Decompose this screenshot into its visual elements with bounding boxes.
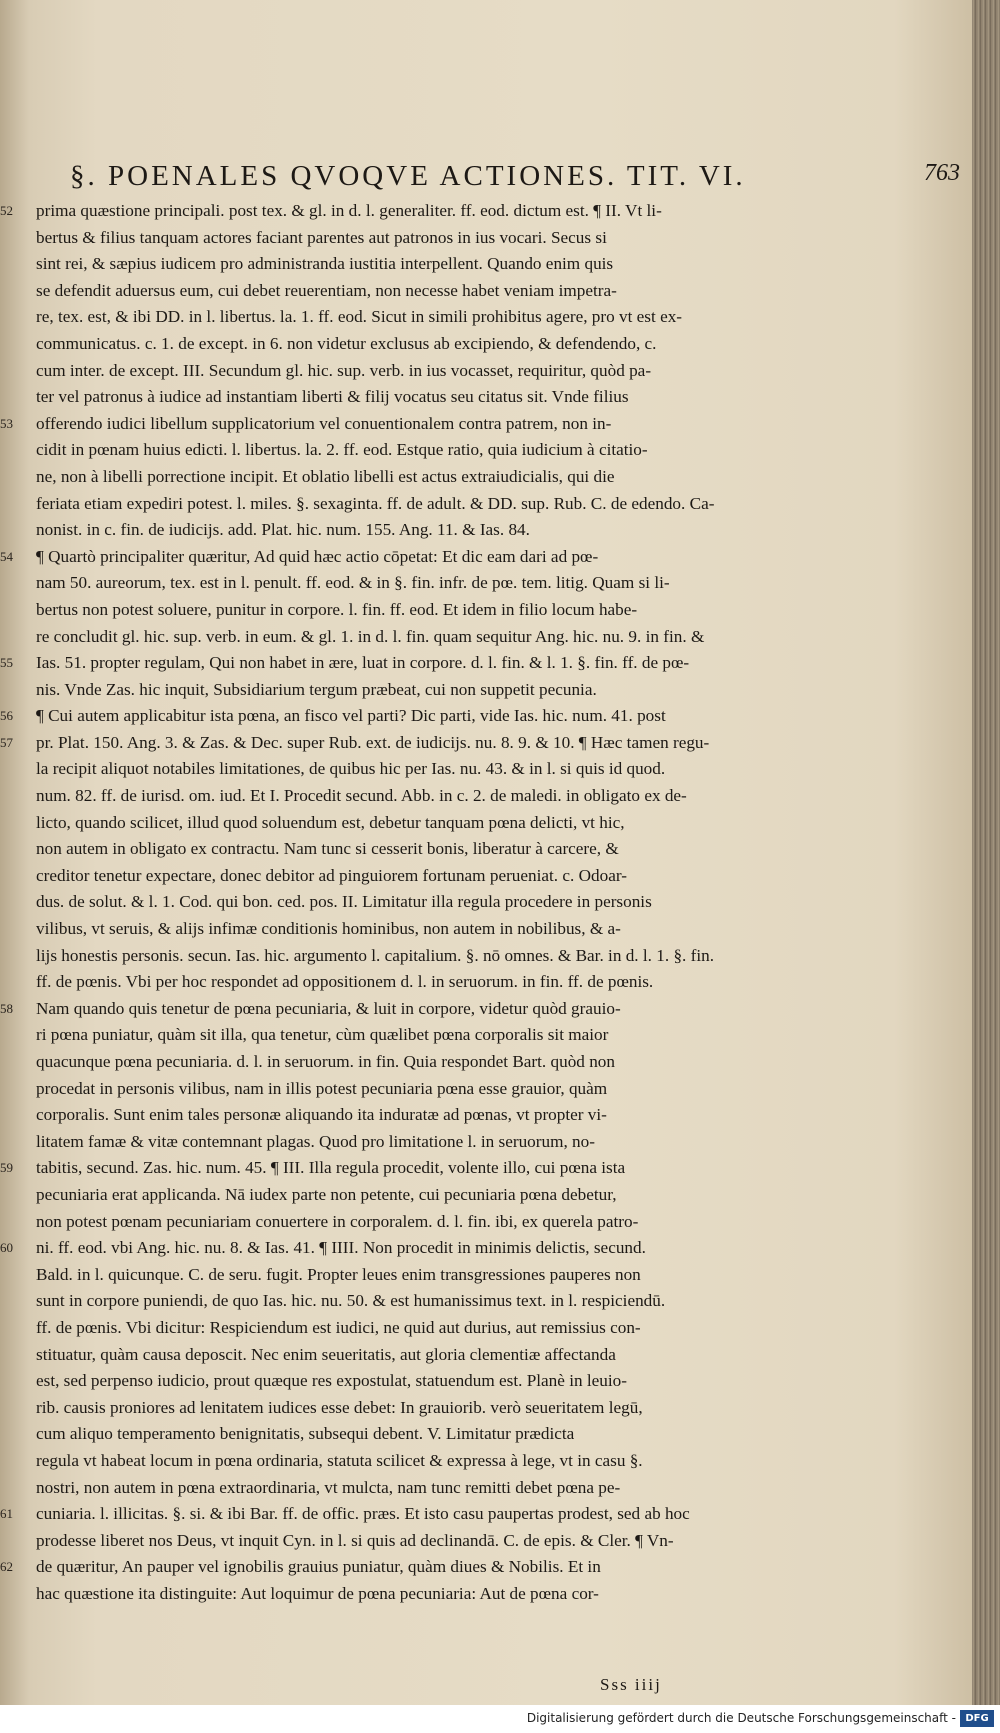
margin-number: 57	[0, 734, 13, 750]
text-line	[0, 1155, 906, 1182]
page-number: 763	[924, 160, 960, 186]
line-text: corporalis. Sunt enim tales personæ aliquando ita induratæ ad pœnas, vt propter vi-	[36, 1105, 607, 1125]
text-line	[36, 331, 906, 358]
line-text: la recipit aliquot notabiles limitationes, de quibus hic per Ias. nu. 43. & in l. si quis id quod.	[36, 759, 666, 779]
line-text: dus. de solut. & l. 1. Cod. qui bon. ced. pos. II. Limitatur illa regula procedere in personis	[36, 892, 652, 912]
text-line	[36, 1421, 906, 1448]
text-line	[36, 464, 906, 491]
margin-number: 53	[0, 415, 13, 431]
margin-number: 54	[0, 548, 13, 564]
page-edge	[972, 0, 1000, 1705]
line-text: ff. de pœnis. Vbi dicitur: Respiciendum est iudici, ne quid aut durius, aut remissius con-	[36, 1317, 641, 1337]
margin-number: 52	[0, 203, 13, 218]
text-line	[36, 437, 906, 464]
line-text: quacunque pœna pecuniaria. d. l. in seruorum. in fin. Quia respondet Bart. quòd non	[36, 1052, 615, 1071]
text-line	[36, 1022, 906, 1049]
line-text: ter vel patronus à iudice ad instantiam liberti & filij vocatus seu citatus sit. Vnde filius	[36, 387, 629, 407]
line-text: offerendo iudici libellum supplicatorium vel conuentionalem contra patrem, non in-	[36, 413, 612, 433]
line-text: procedat in personis vilibus, nam in illis potest pecuniaria pœna esse grauior, quàm	[36, 1078, 608, 1098]
text-line	[36, 517, 906, 544]
text-line	[0, 1501, 906, 1528]
line-text: sint rei, & sæpius iudicem pro administranda iustitia interpellent. Quando enim quis	[36, 254, 614, 274]
line-text: cuniaria. l. illicitas. §. si. & ibi Bar. ff. de offic. præs. Et isto casu paupertas prodest, sed ab hoc	[36, 1504, 690, 1524]
text-line	[36, 1395, 906, 1422]
line-text: licto, quando scilicet, illud quod soluendum est, debetur tanquam pœna delicti, vt hic,	[36, 812, 625, 832]
text-line	[36, 1342, 906, 1369]
line-text: vilibus, vt seruis, & alijs infimæ conditionis hominibus, non autem in nobilibus, & a-	[36, 919, 621, 939]
line-text: nam 50. aureorum, tex. est in l. penult. ff. eod. & in §. fin. infr. de pœ. tem. litig. Quam si li-	[36, 573, 670, 593]
text-line	[36, 810, 906, 837]
text-line	[36, 304, 906, 331]
line-text: rib. causis proniores ad lenitatem iudices esse debet: In grauiorib. verò seueritatem legū,	[36, 1397, 643, 1417]
text-line	[36, 783, 906, 810]
running-head: §. POENALES QVOQVE ACTIONES. TIT. VI.	[70, 160, 746, 192]
line-text: cidit in pœnam huius edicti. l. libertus. la. 2. ff. eod. Estque ratio, quia iudicium à citatio-	[36, 440, 648, 460]
line-text: se defendit aduersus eum, cui debet reuerentiam, non necesse habet veniam impetra-	[36, 280, 617, 300]
margin-number: 58	[0, 1000, 13, 1016]
line-text: ri pœna puniatur, quàm sit illa, qua tenetur, cùm quælibet pœna corporalis sit maior	[36, 1025, 609, 1045]
margin-number: 60	[0, 1240, 13, 1256]
text-line	[36, 863, 906, 890]
line-text: Bald. in l. quicunque. C. de seru. fugit. Propter leues enim transgressiones pauperes non	[36, 1264, 641, 1284]
text-line	[36, 1262, 906, 1289]
line-text: nis. Vnde Zas. hic inquit, Subsidiarium tergum præbeat, cui non suppetit pecunia.	[36, 679, 597, 699]
text-line	[36, 677, 906, 704]
text-line	[0, 1235, 906, 1262]
text-line	[36, 943, 906, 970]
line-text: communicatus. c. 1. de except. in 6. non videtur exclusus ab excipiendo, & defendendo, c.	[36, 333, 657, 353]
line-text: non autem in obligato ex contractu. Nam tunc si cesserit bonis, liberatur à carcere, &	[36, 839, 619, 859]
text-line	[36, 1315, 906, 1342]
text-line	[36, 1581, 906, 1608]
text-line	[36, 358, 906, 385]
text-line	[36, 969, 906, 996]
text-line	[0, 198, 906, 225]
text-line	[36, 1182, 906, 1209]
line-text: sunt in corpore puniendi, de quo Ias. hic. nu. 50. & est humanissimus text. in l. respiciendū.	[36, 1291, 666, 1311]
text-line	[36, 225, 906, 252]
line-text: hac quæstione ita distinguite: Aut loquimur de pœna pecuniaria: Aut de pœna cor-	[36, 1583, 599, 1603]
text-line	[36, 1475, 906, 1502]
line-text: litatem famæ & vitæ contemnant plagas. Quod pro limitatione l. in seruorum, no-	[36, 1131, 595, 1151]
text-line	[36, 597, 906, 624]
dfg-logo: DFG	[960, 1710, 994, 1727]
margin-number: 55	[0, 655, 13, 671]
line-text: ne, non à libelli porrectione incipit. Et oblatio libelli est actus extraiudicialis, qui die	[36, 466, 615, 486]
line-text: Nam quando quis tenetur de pœna pecuniaria, & luit in corpore, videtur quòd grauio-	[36, 998, 621, 1018]
text-line	[36, 491, 906, 518]
line-text: Ias. 51. propter regulam, Qui non habet in ære, luat in corpore. d. l. fin. & l. 1. §. fin. ff. de pœ-	[36, 653, 690, 673]
text-line	[0, 703, 906, 730]
line-text: est, sed perpenso iudicio, prout quæque res expostulat, statuendum est. Planè in leuio-	[36, 1371, 627, 1391]
line-text: stituatur, quàm causa deposcit. Nec enim seueritatis, aut gloria clementiæ affectanda	[36, 1344, 616, 1364]
text-line	[36, 570, 906, 597]
line-text: pecuniaria erat applicanda. Nā iudex parte non petente, cui pecuniaria pœna debetur,	[36, 1184, 617, 1204]
margin-number: 61	[0, 1506, 13, 1522]
margin-number: 59	[0, 1160, 13, 1176]
line-text: ¶ Quartò principaliter quæritur, Ad quid hæc actio cōpetat: Et dic eam dari ad pœ-	[36, 546, 599, 566]
text-line	[36, 278, 906, 305]
text-line	[36, 756, 906, 783]
line-text: bertus & filius tanquam actores faciant parentes aut patronos in ius vocari. Secus si	[36, 227, 607, 247]
text-line	[0, 730, 906, 757]
margin-number: 62	[0, 1559, 13, 1575]
text-line	[36, 384, 906, 411]
line-text: ff. de pœnis. Vbi per hoc respondet ad oppositionem d. l. in seruorum. in fin. ff. de pœnis.	[36, 972, 654, 992]
line-text: prima quæstione principali. post tex. & gl. in d. l. generaliter. ff. eod. dictum est. ¶ II. Vt li-	[36, 201, 662, 220]
line-text: re, tex. est, & ibi DD. in l. libertus. la. 1. ff. eod. Sicut in simili prohibitus agere, pro vt est ex-	[36, 307, 683, 327]
page-header	[70, 160, 960, 194]
text-line	[36, 1076, 906, 1103]
text-line	[0, 544, 906, 571]
footer-credit: Digitalisierung gefördert durch die Deutsche Forschungsgemeinschaft -	[526, 1711, 956, 1725]
line-text: lijs honestis personis. secun. Ias. hic. argumento l. capitalium. §. nō omnes. & Bar. in d. l. 1. §. fin.	[36, 945, 715, 965]
text-line	[36, 1288, 906, 1315]
line-text: feriata etiam expediri potest. l. miles. §. sexaginta. ff. de adult. & DD. sup. Rub. C. de edendo. Ca-	[36, 493, 715, 513]
line-text: regula vt habeat locum in pœna ordinaria, statuta scilicet & expressa à lege, vt in casu §.	[36, 1450, 643, 1470]
line-text: nostri, non autem in pœna extraordinaria, vt mulcta, nam tunc remitti debet pœna pe-	[36, 1477, 621, 1497]
line-text: cum inter. de except. III. Secundum gl. hic. sup. verb. in ius vocasset, requiritur, quòd pa-	[36, 360, 652, 380]
text-line	[36, 1209, 906, 1236]
text-line	[36, 836, 906, 863]
text-line	[0, 411, 906, 438]
text-line	[36, 624, 906, 651]
line-text: non potest pœnam pecuniariam conuertere in corporalem. d. l. fin. ibi, ex querela patro-	[36, 1211, 639, 1231]
gathering-signature: Sss iiij	[600, 1675, 662, 1694]
line-text: prodesse liberet nos Deus, vt inquit Cyn. in l. si quis ad declinandā. C. de epis. & Cler. ¶ Vn-	[36, 1530, 674, 1550]
line-text: re concludit gl. hic. sup. verb. in eum. & gl. 1. in d. l. fin. quam sequitur Ang. hic. nu. 9. in fin. &	[36, 626, 705, 646]
line-text: ¶ Cui autem applicabitur ista pœna, an fisco vel parti? Dic parti, vide Ias. hic. num. 41. post	[36, 706, 666, 726]
text-line	[36, 916, 906, 943]
line-text: de quæritur, An pauper vel ignobilis grauius puniatur, quàm diues & Nobilis. Et in	[36, 1557, 601, 1577]
line-text: bertus non potest soluere, punitur in corpore. l. fin. ff. eod. Et idem in filio locum habe-	[36, 599, 638, 619]
text-line	[36, 1528, 906, 1555]
text-line	[36, 1129, 906, 1156]
text-line	[0, 996, 906, 1023]
footer-bar	[0, 1705, 1000, 1733]
body-text	[0, 198, 906, 1607]
line-text: pr. Plat. 150. Ang. 3. & Zas. & Dec. super Rub. ext. de iudicijs. nu. 8. 9. & 10. ¶ Hæc tamen regu-	[36, 732, 710, 752]
text-line	[36, 1102, 906, 1129]
text-line	[36, 1448, 906, 1475]
line-text: nonist. in c. fin. de iudicijs. add. Plat. hic. num. 155. Ang. 11. & Ias. 84.	[36, 520, 530, 540]
text-line	[0, 1554, 906, 1581]
text-line	[36, 1049, 906, 1076]
line-text: num. 82. ff. de iurisd. om. iud. Et I. Procedit secund. Abb. in c. 2. de maledi. in obligato ex de-	[36, 786, 687, 806]
line-text: ni. ff. eod. vbi Ang. hic. nu. 8. & Ias. 41. ¶ IIII. Non procedit in minimis delictis, secund.	[36, 1238, 646, 1258]
line-text: tabitis, secund. Zas. hic. num. 45. ¶ III. Illa regula procedit, volente illo, cui pœna ista	[36, 1158, 626, 1178]
text-line	[0, 650, 906, 677]
text-line	[36, 889, 906, 916]
line-text: cum aliquo temperamento benignitatis, subsequi debent. V. Limitatur prædicta	[36, 1424, 575, 1444]
margin-number: 56	[0, 708, 13, 724]
text-line	[36, 1368, 906, 1395]
line-text: creditor tenetur expectare, donec debitor ad pinguiorem fortunam perueniat. c. Odoar-	[36, 865, 627, 885]
text-line	[36, 251, 906, 278]
